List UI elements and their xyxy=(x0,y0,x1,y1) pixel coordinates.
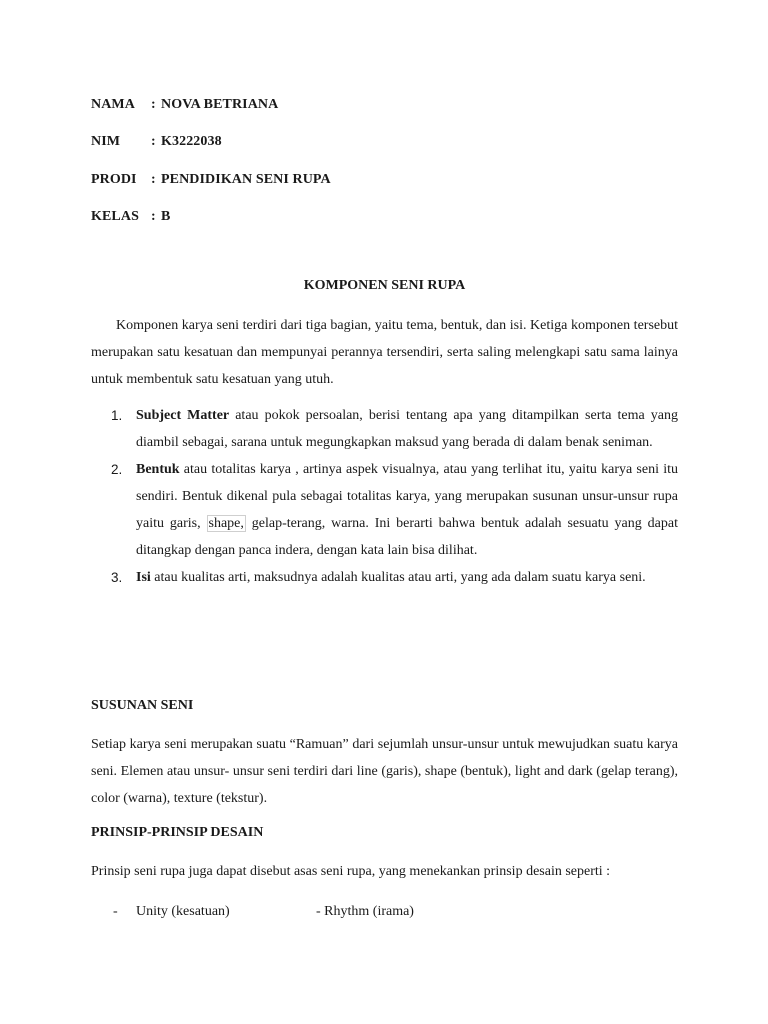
list-term: Bentuk xyxy=(136,462,180,477)
list-item xyxy=(91,898,678,925)
identity-colon: : xyxy=(151,171,156,187)
list-item xyxy=(91,564,678,591)
susunan-paragraph: Setiap karya seni merupakan suatu “Ramuan” dari sejumlah unsur-unsur untuk mewujudkan suatu karya seni. Elemen atau unsur- unsur seni terdiri dari line (garis), shape (bentuk), light and dark (gelap terang), color (warna), texture (tekstur). xyxy=(91,737,678,806)
section-heading-prinsip: PRINSIP-PRINSIP DESAIN xyxy=(91,825,264,840)
prinsip-bullets xyxy=(91,898,678,925)
intro-paragraph: Komponen karya seni terdiri dari tiga bagian, yaitu tema, bentuk, dan isi. Ketiga komponen tersebut merupakan satu kesatuan dan mempunyai perannya tersendiri, serta saling melengkapi satu sama lainya untuk membentuk satu kesatuan yang utuh. xyxy=(91,318,678,387)
list-term: Isi xyxy=(136,570,151,585)
identity-colon: : xyxy=(151,209,156,225)
identity-row-nim xyxy=(91,124,331,162)
components-list xyxy=(91,402,678,591)
identity-label: NIM xyxy=(91,134,121,150)
list-text: atau totalitas karya , artinya aspek visualnya, atau yang terlihat itu, yaitu karya seni itu sendiri. Bentuk dikenal pula sebagai totalitas karya, yang merupakan susunan unsur-unsur rupa yaitu garis, xyxy=(136,462,678,531)
list-text: gelap-terang, warna. Ini berarti bahwa bentuk adalah sesuatu yang dapat ditangkap dengan panca indera, dengan kata lain bisa dilihat. xyxy=(136,516,678,558)
identity-block xyxy=(91,86,331,236)
bullet-dash: - xyxy=(113,904,118,919)
section-heading-susunan: SUSUNAN SENI xyxy=(91,698,194,713)
identity-label: NAMA xyxy=(91,96,135,112)
identity-colon: : xyxy=(151,134,156,150)
list-number: 1. xyxy=(111,408,123,423)
bullet-text: Unity (kesatuan) xyxy=(136,904,230,919)
identity-value: K3222038 xyxy=(161,134,222,150)
identity-label: KELAS xyxy=(91,209,139,225)
identity-value: B xyxy=(161,209,171,225)
list-text: atau pokok persoalan, berisi tentang apa yang ditampilkan serta tema yang diambil sebagai, sarana untuk megungkapkan maksud yang berada di dalam benak seniman. xyxy=(136,408,679,450)
list-term: Subject Matter xyxy=(136,408,230,423)
list-item xyxy=(91,402,678,456)
highlighted-word: shape, xyxy=(208,516,244,531)
list-number: 3. xyxy=(111,570,123,585)
prinsip-paragraph: Prinsip seni rupa juga dapat disebut asas seni rupa, yang menekankan prinsip desain seperti : xyxy=(91,864,611,879)
identity-value: NOVA BETRIANA xyxy=(161,96,279,112)
identity-row-prodi xyxy=(91,161,331,199)
list-item xyxy=(91,456,678,564)
identity-colon: : xyxy=(151,96,156,112)
identity-row-nama xyxy=(91,86,331,124)
document-title: KOMPONEN SENI RUPA xyxy=(303,278,466,293)
bullet-text: - Rhythm (irama) xyxy=(316,904,414,919)
list-number: 2. xyxy=(111,462,123,477)
list-text: atau kualitas arti, maksudnya adalah kualitas atau arti, yang ada dalam suatu karya seni. xyxy=(150,570,646,585)
identity-label: PRODI xyxy=(91,171,137,187)
identity-value: PENDIDIKAN SENI RUPA xyxy=(161,171,331,187)
identity-row-kelas xyxy=(91,199,331,237)
